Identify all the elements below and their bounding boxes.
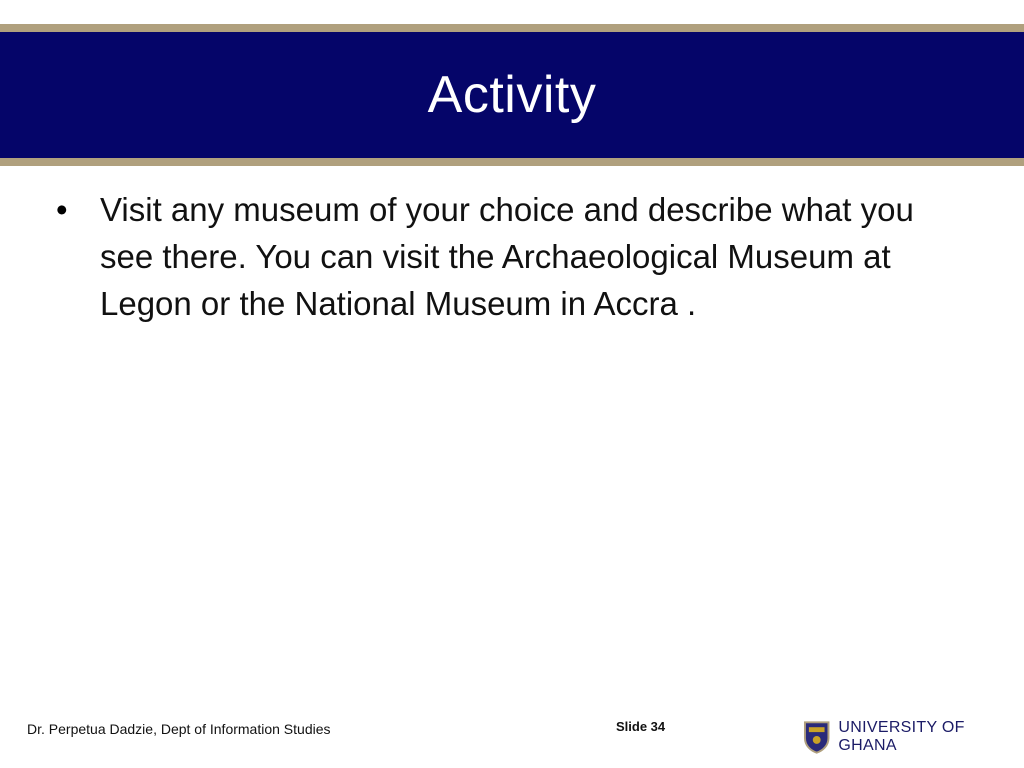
footer-author: Dr. Perpetua Dadzie, Dept of Information Studies — [27, 721, 331, 737]
crest-icon — [803, 720, 830, 754]
logo-text: UNIVERSITY OF GHANA — [838, 719, 965, 754]
slide-title: Activity — [427, 66, 597, 124]
slide-number: Slide 34 — [616, 719, 666, 734]
university-logo — [803, 719, 1024, 755]
title-top-stripe — [0, 24, 1024, 32]
bullet-text: Visit any museum of your choice and describe what you see there. You can visit the Archaeological Museum at Legon or the National Museum in Accra . — [100, 191, 914, 322]
bullet-dot: • — [56, 191, 68, 228]
title-bottom-stripe — [0, 158, 1024, 166]
bullet-item — [56, 186, 976, 327]
slide-content — [56, 186, 976, 327]
